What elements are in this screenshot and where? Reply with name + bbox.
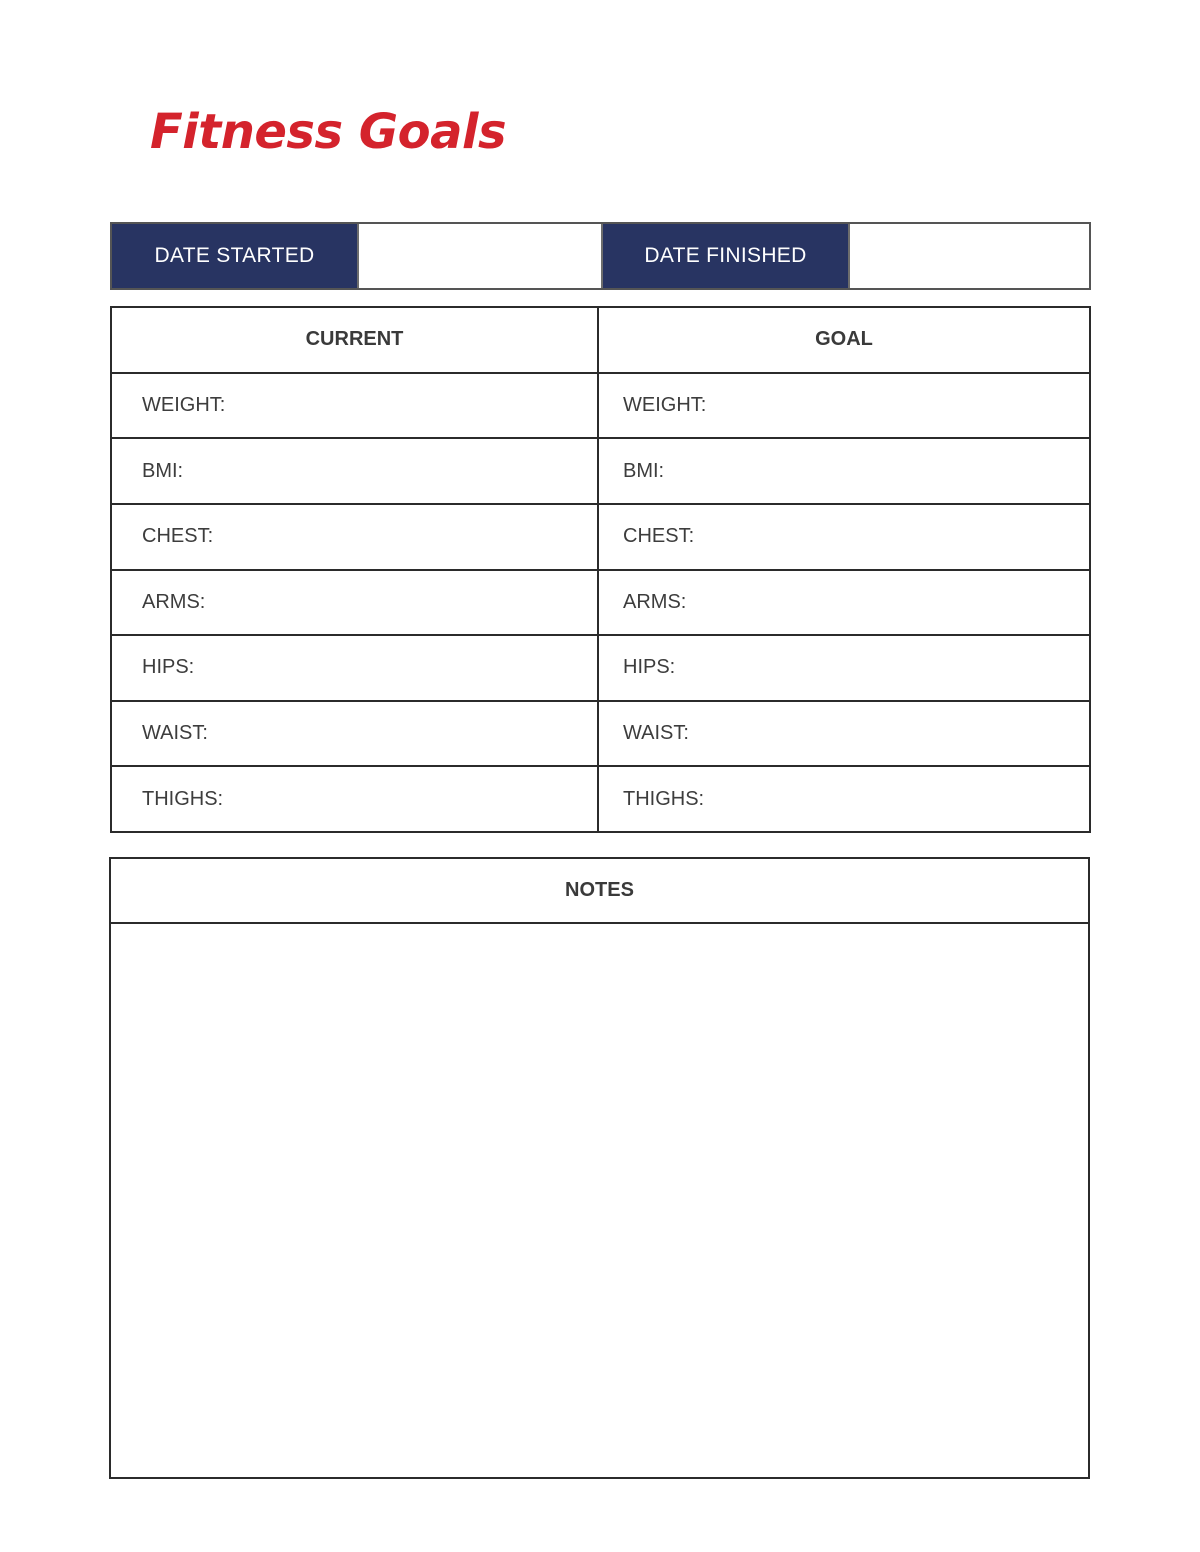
page-title: Fitness Goals: [150, 104, 507, 160]
current-waist-field[interactable]: WAIST:: [112, 702, 599, 766]
goal-weight-field[interactable]: WEIGHT:: [623, 393, 707, 416]
current-column-header: CURRENT: [112, 308, 599, 372]
current-thighs-field[interactable]: THIGHS:: [112, 767, 599, 831]
current-weight-field[interactable]: WEIGHT:: [112, 374, 599, 438]
goal-hips-field[interactable]: HIPS:: [623, 656, 676, 679]
table-header-row: [112, 308, 1089, 374]
notes-section: [109, 857, 1090, 1479]
notes-header: NOTES: [111, 859, 1088, 924]
goal-column-header: GOAL: [815, 328, 873, 351]
date-bar: [110, 222, 1091, 290]
current-arms-field[interactable]: ARMS:: [112, 571, 599, 635]
table-row: [112, 767, 1089, 831]
date-started-label: DATE STARTED: [112, 224, 357, 288]
measurements-table: [110, 306, 1091, 833]
notes-text-area[interactable]: [111, 924, 1088, 1477]
current-chest-field[interactable]: CHEST:: [112, 505, 599, 569]
goal-arms-field[interactable]: ARMS:: [623, 590, 687, 613]
goal-waist-field[interactable]: WAIST:: [623, 722, 689, 745]
table-row: [112, 439, 1089, 505]
date-finished-field[interactable]: [848, 224, 1089, 288]
goal-thighs-field[interactable]: THIGHS:: [623, 787, 705, 810]
date-started-field[interactable]: [357, 224, 603, 288]
current-bmi-field[interactable]: BMI:: [112, 439, 599, 503]
table-row: [112, 374, 1089, 440]
date-finished-label: DATE FINISHED: [603, 224, 848, 288]
table-row: [112, 571, 1089, 637]
table-row: [112, 505, 1089, 571]
current-hips-field[interactable]: HIPS:: [112, 636, 599, 700]
table-row: [112, 702, 1089, 768]
table-row: [112, 636, 1089, 702]
goal-chest-field[interactable]: CHEST:: [623, 525, 695, 548]
goal-bmi-field[interactable]: BMI:: [623, 459, 665, 482]
